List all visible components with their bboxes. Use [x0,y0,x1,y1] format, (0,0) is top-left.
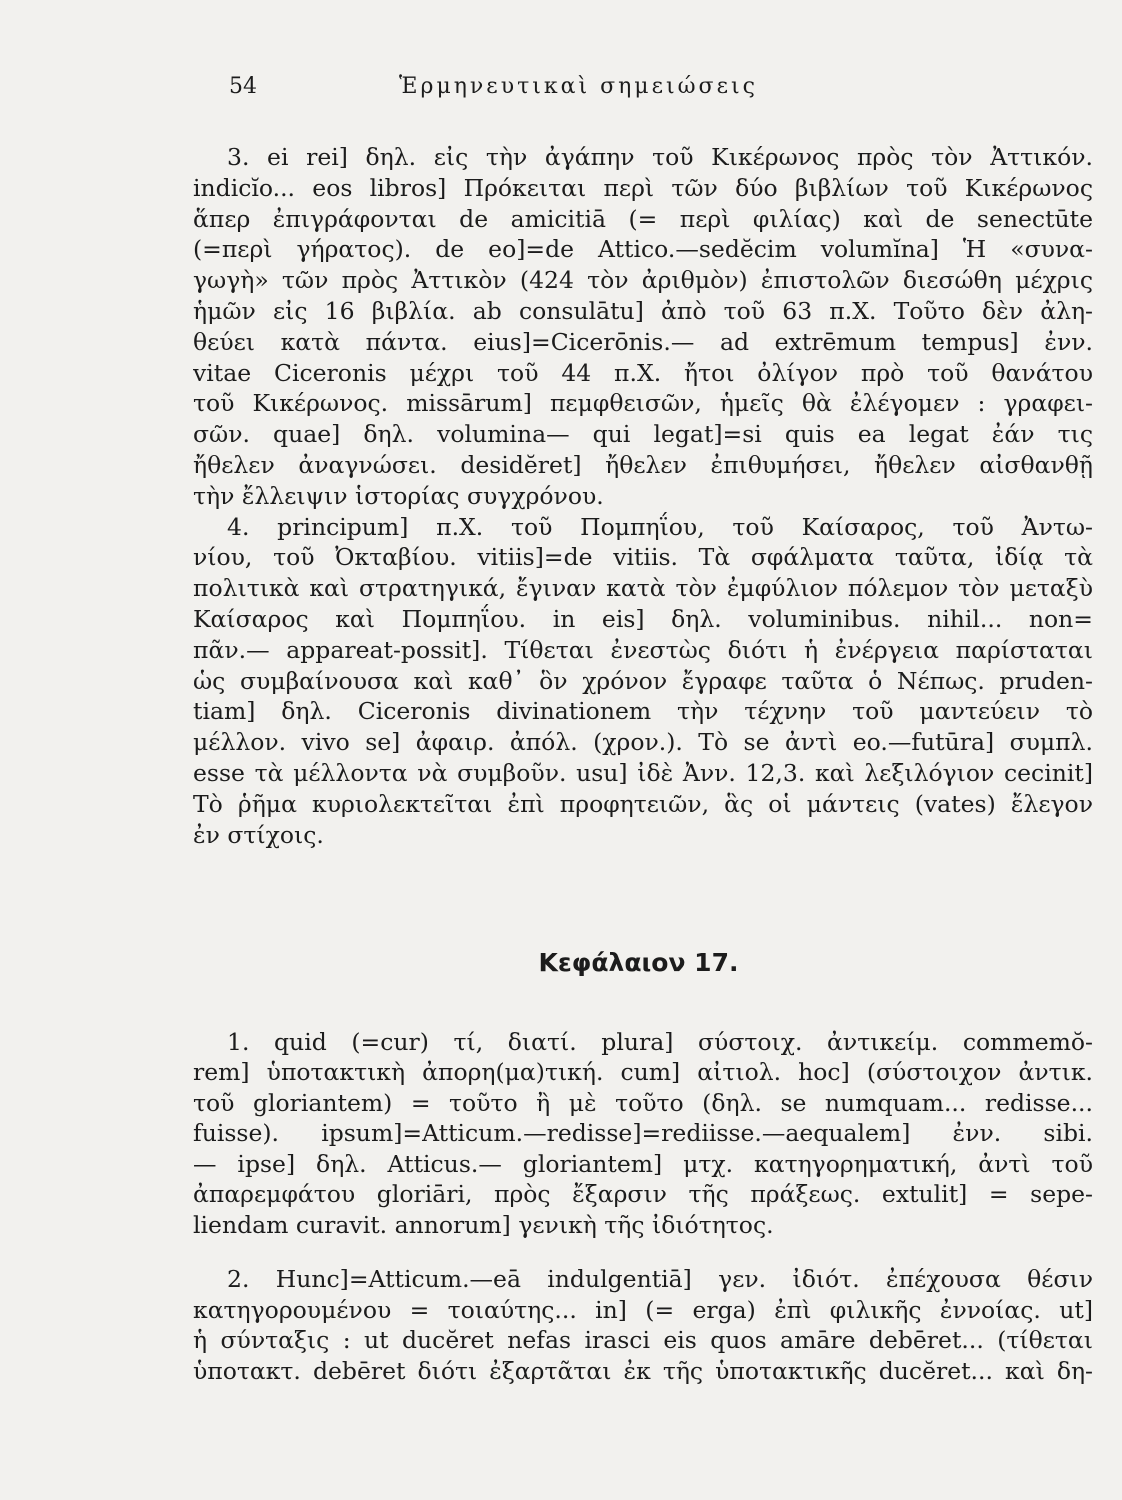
text-line: vitae Ciceronis μέχρι τοῦ 44 π.Χ. ἤτοι ὀλίγον πρὸ τοῦ θανάτου [193,358,1093,387]
text-line: rem] ὑποτακτικὴ ἀπορη(μα)τική. cum] αἰτιολ. hoc] (σύστοιχον ἀντικ. [193,1058,1093,1087]
text-line: τοῦ gloriantem) = τοῦτο ἢ μὲ τοῦτο (δηλ. se numquam... redisse... [193,1088,1093,1117]
text-line: 3. ei rei] δηλ. εἰς τὴν ἀγάπην τοῦ Κικέρωνος πρὸς τὸν Ἀττικόν. [227,143,1093,171]
commentary-lower [193,1003,1093,1410]
text-line: τὴν ἔλλειψιν ἱστορίας συγχρόνου. [193,481,604,510]
text-line: Τὸ ῥῆμα κυριολεκτεῖται ἐπὶ προφητειῶν, ἃς οἱ μάντεις (vates) ἔλεγον [193,789,1093,818]
commentary-upper [193,142,1093,850]
text-line: πολιτικὰ καὶ στρατηγικά, ἔγιναν κατὰ τὸν ἐμφύλιον πόλεμον τὸν μεταξὺ [193,574,1093,603]
text-line: fuisse). ipsum]=Atticum.—redisse]=rediisse.—aequalem] ἐνν. sibi. [193,1119,1093,1148]
note-paragraph-4 [193,512,1093,851]
text-line: νίου, τοῦ Ὀκταβίου. vitiis]=de vitiis. Τὰ σφάλματα ταῦτα, ἰδίᾳ τὰ [193,543,1093,572]
running-title: Ἑρμηνευτικαὶ σημειώσεις [399,74,758,99]
note-paragraph-2 [193,1264,1093,1386]
text-line: θεύει κατὰ πάντα. eius]=Cicerōnis.— ad extrēmum tempus] ἐνν. [193,327,1093,356]
text-line: 4. principum] π.Χ. τοῦ Πομπηΐου, τοῦ Καίσαρος, τοῦ Ἀντω- [227,512,1093,541]
text-line: ἐν στίχοις. [193,820,324,849]
text-line: ἡμῶν εἰς 16 βιβλία. ab consulātu] ἀπὸ τοῦ 63 π.Χ. Τοῦτο δὲν ἀλη- [193,296,1093,325]
text-line: — ipse] δηλ. Atticus.— gloriantem] μτχ. κατηγορηματική, ἀντὶ τοῦ [193,1149,1093,1178]
note-paragraph-3 [193,142,1093,512]
text-line: ἡ σύνταξις : ut ducĕret nefas irasci eis quos amāre debēret... (τίθεται [193,1326,1093,1355]
chapter-heading: Κεφάλαιον 17. [538,948,739,977]
text-line: 2. Hunc]=Atticum.—eā indulgentiā] γεν. ἰδιότ. ἐπέχουσα θέσιν [227,1265,1093,1294]
text-line: (=περὶ γήρατος). de eo]=de Attico.—sedĕcim volumĭna] Ἡ «συνα- [193,235,1093,264]
text-line: liendam curavit. annorum] γενικὴ τῆς ἰδιότητος. [193,1211,774,1240]
text-line: μέλλον. vivo se] ἀφαιρ. ἀπόλ. (χρον.). Τὸ se ἀντὶ eo.—futūra] συμπλ. [193,728,1093,757]
note-paragraph-1 [193,1027,1093,1241]
text-line: σῶν. quae] δηλ. volumina— qui legat]=si quis ea legat ἐάν τις [193,420,1093,449]
text-line: tiam] δηλ. Ciceronis divinationem τὴν τέχνην τοῦ μαντεύειν τὸ [193,697,1093,726]
text-line: 1. quid (=cur) τί, διατί. plura] σύστοιχ. ἀντικείμ. commemŏ- [227,1027,1093,1056]
page-number: 54 [229,74,257,99]
text-line: ἀπαρεμφάτου gloriāri, πρὸς ἔξαρσιν τῆς πράξεως. extulit] = sepe- [193,1180,1093,1209]
text-line: πᾶν.— appareat-possit]. Τίθεται ἐνεστὼς διότι ἡ ἐνέργεια παρίσταται [193,635,1093,664]
text-line: κατηγορουμένου = τοιαύτης... in] (= erga) ἐπὶ φιλικῆς ἐννοίας. ut] [193,1295,1093,1324]
text-line: ὑποτακτ. debēret διότι ἐξαρτᾶται ἐκ τῆς ὑποτακτικῆς ducĕret... καὶ δη- [193,1356,1093,1385]
text-line: esse τὰ μέλλοντα νὰ συμβοῦν. usu] ἰδὲ Ἀνν. 12,3. καὶ λεξιλόγιον cecinit] [193,758,1093,787]
text-line: γωγὴ» τῶν πρὸς Ἀττικὸν (424 τὸν ἀριθμὸν) ἐπιστολῶν διεσώθη μέχρις [193,266,1093,295]
text-line: ἤθελεν ἀναγνώσει. desidĕret] ἤθελεν ἐπιθυμήσει, ἤθελεν αἰσθανθῇ [193,450,1093,479]
text-line: indicĭo... eos libros] Πρόκειται περὶ τῶν δύο βιβλίων τοῦ Κικέρωνος [193,173,1093,202]
text-line: τοῦ Κικέρωνος. missārum] πεμφθεισῶν, ἡμεῖς θὰ ἐλέγομεν : γραφει- [193,389,1093,418]
text-line: ὡς συμβαίνουσα καὶ καθ᾿ ὃν χρόνον ἔγραφε ταῦτα ὁ Νέπως. pruden- [193,666,1093,695]
text-line: ἅπερ ἐπιγράφονται de amicitiā (= περὶ φιλίας) καὶ de senectūte [193,204,1093,233]
text-line: Καίσαρος καὶ Πομπηΐου. in eis] δηλ. voluminibus. nihil... non= [193,604,1093,633]
